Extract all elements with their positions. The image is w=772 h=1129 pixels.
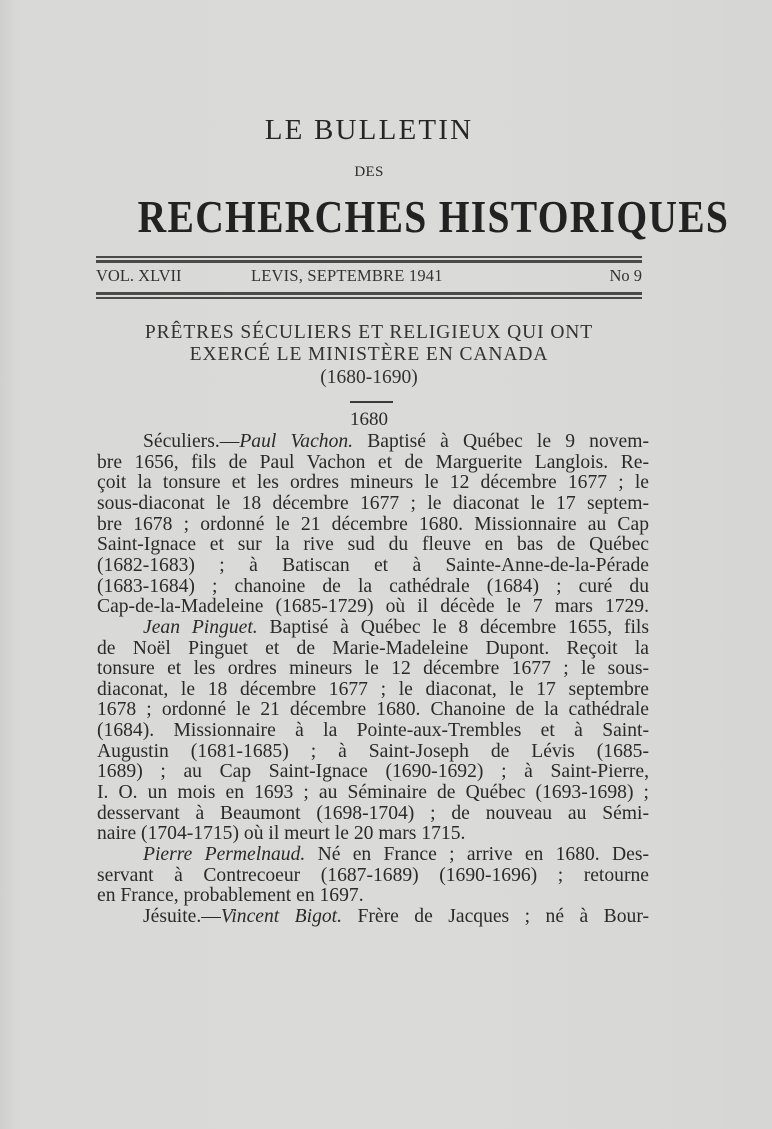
body-text: Saint-Ignace et sur la rive sud du fleuve en bas de Québec [97,534,649,556]
body-line [97,865,649,886]
article-heading-dates: (1680-1690) [320,367,418,388]
masthead-rule-top-thin [96,256,642,258]
body-line [97,699,649,720]
body-text: Né en France ; arrive en 1680. Des- [305,844,649,865]
issue-line [96,265,642,287]
body-text: 1678 ; ordonné le 21 décembre 1680. Chanoine de la cathédrale [97,699,649,721]
body-line [97,741,649,762]
body-text: de Noël Pinguet et de Marie-Madeleine Dupont. Reçoit la [97,637,649,659]
body-text: (1683-1684) ; chanoine de la cathédrale (1684) ; curé du [97,575,649,597]
body-text: en France, probablement en 1697. [97,885,364,907]
person-name: Paul Vachon. [239,431,354,452]
body-line [97,596,649,617]
body-line [143,617,649,638]
body-line [97,782,649,803]
body-line [97,576,649,597]
body-text: naire (1704-1715) où il meurt le 20 mars 1715. [97,823,466,845]
body-text: Séculiers.— [143,431,240,452]
person-name: Pierre Permelnaud. [143,844,306,865]
issue-volume: VOL. XLVII [96,266,182,285]
body-line [143,431,649,452]
body-line [143,844,649,865]
section-divider [350,401,393,403]
body-line [97,803,649,824]
body-text: Cap-de-la-Madeleine (1685-1729) où il décède le 7 mars 1729. [97,596,649,618]
body-text: (1684). Missionnaire à la Pointe-aux-Trembles et à Saint- [97,720,649,742]
body-line [97,493,649,514]
body-line [97,823,649,844]
body-line [97,761,649,782]
body-text: I. O. un mois en 1693 ; au Séminaire de Québec (1693-1698) ; [97,782,649,804]
masthead-title-le-bulletin: LE BULLETIN [264,114,474,146]
body-text: Baptisé à Québec le 8 décembre 1655, fils [257,616,649,638]
body-text: sous-diaconat le 18 décembre 1677 ; le diaconat le 17 septem- [97,492,649,514]
body-line [97,638,649,659]
body-line [97,534,649,555]
year-heading: 1680 [350,409,388,430]
body-line [97,885,649,906]
body-line [97,555,649,576]
body-line [97,514,649,535]
person-name: Jean Pinguet. [143,616,258,638]
body-line [97,452,649,473]
body-line [97,720,649,741]
masthead-rule-bottom-thick [96,292,642,295]
body-text: bre 1656, fils de Paul Vachon et de Marguerite Langlois. Re- [97,451,649,473]
body-text: Frère de Jacques ; né à Bour- [342,905,649,927]
body-text: tonsure et les ordres mineurs le 12 décembre 1677 ; le sous- [97,658,649,680]
masthead-rule-bottom-thin [96,297,642,299]
body-text: (1682-1683) ; à Batiscan et à Sainte-Anne-de-la-Pérade [97,554,649,576]
body-text: Jésuite.— [143,905,221,927]
body-line [143,906,649,927]
body-text: çoit la tonsure et les ordres mineurs le 12 décembre 1677 ; le [97,472,649,494]
person-name: Vincent Bigot. [220,905,343,927]
body-line [97,472,649,493]
issue-place-date: LEVIS, SEPTEMBRE 1941 [251,266,443,285]
body-text: servant à Contrecoeur (1687-1689) (1690-1696) ; retourne [97,864,649,886]
masthead-rule-top-thick [96,260,642,263]
body-text: 1689) ; au Cap Saint-Ignace (1690-1692) ; à Saint-Pierre, [97,761,649,783]
article-heading-line-1: PRÊTRES SÉCULIERS ET RELIGIEUX QUI ONT [144,322,594,343]
body-text: diaconat, le 18 décembre 1677 ; le diaconat, le 17 septembre [97,678,649,700]
body-text: bre 1678 ; ordonné le 21 décembre 1680. Missionnaire au Cap [97,513,649,535]
body-text: Augustin (1681-1685) ; à Saint-Joseph de Lévis (1685- [97,740,649,762]
body-text: desservant à Beaumont (1698-1704) ; de nouveau au Sémi- [97,802,649,824]
issue-number: No 9 [609,266,642,285]
body-text: Baptisé à Québec le 9 novem- [353,431,650,452]
masthead-title-recherches-historiques: RECHERCHES HISTORIQUES [137,191,730,242]
article-heading-line-2: EXERCÉ LE MINISTÈRE EN CANADA [189,344,549,365]
body-line [97,679,649,700]
masthead-title-des: DES [354,164,384,180]
body-line [97,658,649,679]
